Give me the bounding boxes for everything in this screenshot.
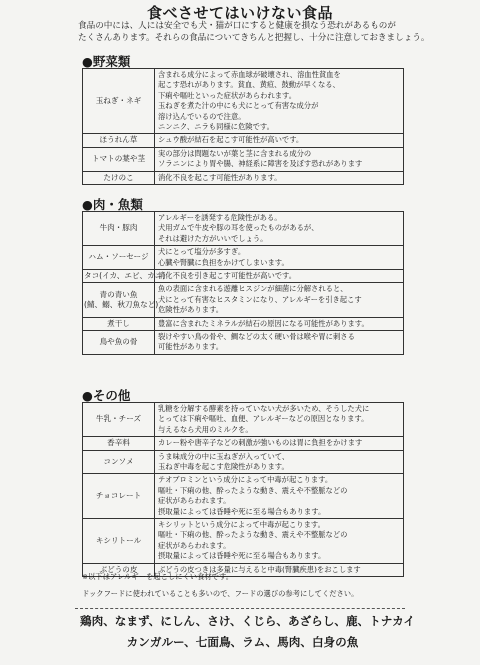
food-description-cell <box>155 283 404 317</box>
description-line: シュウ酸が結石を起こす可能性が高いです。 <box>158 135 304 145</box>
table-row <box>83 69 404 134</box>
food-name-cell <box>83 437 155 450</box>
table-row <box>83 246 404 270</box>
description-line: 乳糖を分解する酵素を持っていない犬が多いため、そうした犬に <box>158 404 370 413</box>
description-line: 消化不良を引き起こす可能性が高いです。 <box>158 271 297 281</box>
food-name: コンソメ <box>103 456 134 466</box>
description-line: 可能性があります。 <box>158 342 224 352</box>
description-line: うま味成分の中に玉ねぎが入っていて、 <box>158 451 290 461</box>
description-line: 摂取量によっては昏睡や死に至る場合もあります。 <box>158 506 326 516</box>
description-line: 嘔吐・下痢の他、酔ったような動き、震えや不整脈などの <box>158 530 348 540</box>
section-heading-meat-fish: ●肉・魚類 <box>82 197 143 212</box>
food-description-cell <box>155 134 404 147</box>
food-description-cell <box>155 437 404 450</box>
food-name-cell <box>83 283 159 317</box>
food-name: ハム・ソーセージ <box>88 252 149 262</box>
food-description-cell <box>155 69 404 134</box>
food-description-cell <box>155 317 404 330</box>
table-row <box>83 331 404 355</box>
food-description-cell <box>155 450 404 474</box>
food-name: ほうれん草 <box>99 135 138 145</box>
page-title: 食べさせてはいけない食品 <box>146 4 333 22</box>
description-line: 症状があらわれます。 <box>158 496 231 506</box>
intro-line: 食品の中には、人には安全でも犬・猫が口にすると健康を損なう恐れがあるものが <box>78 21 396 31</box>
food-name-cell <box>83 519 155 564</box>
description-line: 摂取量によっては昏睡や死に至る場合もあります。 <box>158 551 326 561</box>
food-name: 煮干し <box>107 318 130 328</box>
food-description-cell <box>155 519 404 564</box>
food-name-sub: (鯖、鰯、秋刀魚など) <box>84 300 159 310</box>
table-row <box>83 171 404 184</box>
description-line: 裂けやすい鳥の骨や、鯛などの太く硬い骨は喉や胃に刺さる <box>158 332 355 342</box>
description-line: 症状があらわれます。 <box>158 540 231 550</box>
description-line: 犬にとって有害なヒスタミンになり、アレルギーを引き起こす <box>158 294 362 304</box>
table-row <box>83 474 404 519</box>
food-description-cell <box>155 474 404 519</box>
food-name: 玉ねぎ・ネギ <box>95 96 142 106</box>
food-name: キシリトール <box>95 535 142 545</box>
allergy-note: ※以下はアレルギーを起こしにくい食材です。 <box>82 572 233 581</box>
table-row <box>83 519 404 564</box>
food-name: トマトの葉や茎 <box>91 154 146 164</box>
description-line: キシリットという成分によって中毒が起こります。 <box>158 520 325 530</box>
food-name-cell <box>83 212 155 246</box>
description-line: それは避けた方がいいでしょう。 <box>158 233 268 243</box>
food-name: 鳥や魚の骨 <box>99 337 138 347</box>
food-description-cell <box>155 212 404 246</box>
allergy-foods-line: カンガルー、七面鳥、ラム、馬肉、白身の魚 <box>126 635 359 649</box>
description-line: 玉ねぎを煮た汁の中にも犬にとって有害な成分が <box>158 101 319 111</box>
food-description-cell <box>155 171 404 184</box>
table-row <box>83 270 404 283</box>
food-description-cell <box>155 331 404 355</box>
description-line: 犬にとって塩分が多すぎ。 <box>158 247 246 257</box>
description-line: 溶け込んでいるので注意。 <box>158 111 246 121</box>
description-line: 下痢や嘔吐といった症状があらわれます。 <box>158 90 297 100</box>
food-name: たけのこ <box>103 172 134 182</box>
description-line: 起こす恐れがあります。貧血、黄疸、鼓動が早くなる、 <box>158 80 340 90</box>
description-line: 嘔吐・下痢の他、酔ったような動き、震えや不整脈などの <box>158 485 348 495</box>
dogfood-note: ドックフードに使われていることも多いので、フードの選びの参考にしてください。 <box>82 589 359 598</box>
food-name: 青の青い魚 <box>99 289 138 299</box>
food-name-cell <box>83 331 155 355</box>
description-line: 与えるなら犬用のミルクを。 <box>158 424 253 434</box>
table-row <box>83 134 404 147</box>
intro-text <box>78 20 430 44</box>
food-name-cell <box>83 171 155 184</box>
food-name-cell <box>83 246 155 270</box>
food-description-cell <box>155 147 404 171</box>
food-name-cell <box>83 403 155 437</box>
description-line: 危険性があります。 <box>158 305 224 315</box>
description-line: ソラニンにより胃や腸、神経系に障害を及ぼす恐れがあります <box>158 159 363 169</box>
description-line: とっては下痢や嘔吐、血便、アレルギーなどの原因となります。 <box>158 414 369 424</box>
allergy-foods-line: 鶏肉、なまず、にしん、さけ、くじら、あざらし、鹿、トナカイ <box>80 614 415 628</box>
table-row <box>83 212 404 246</box>
description-line: 心臓や腎臓に負担をかけてしまいます。 <box>158 257 289 267</box>
table-row <box>83 147 404 171</box>
food-name: 香辛料 <box>107 438 130 448</box>
description-line: 豊富に含まれたミネラルが結石の原因になる可能性があります。 <box>158 318 369 328</box>
intro-line: たくさんあります。それらの食品についてきちんと把握し、十分に注意しておきましょう。 <box>78 33 430 43</box>
food-name-cell <box>83 317 155 330</box>
food-name-cell <box>83 69 155 134</box>
description-line: 含まれる成分によって赤血球が破壊され、溶血性貧血を <box>158 70 341 79</box>
description-line: 犬用ガムで牛皮や豚の耳を使ったものがあるが、 <box>158 223 319 233</box>
food-description-cell <box>155 270 404 283</box>
description-line: 魚の表面に含まれる遊離ヒスジンが細菌に分解されると、 <box>158 284 348 294</box>
food-name: 牛乳・チーズ <box>95 414 142 424</box>
food-name: 牛肉・豚肉 <box>99 223 138 233</box>
description-line: ニンニク、ニラも同様に危険です。 <box>158 122 274 132</box>
description-line: アレルギーを誘発する危険性がある。 <box>158 213 282 222</box>
food-description-cell <box>155 246 404 270</box>
description-line: 玉ねぎ中毒を起こす危険性があります。 <box>158 462 289 472</box>
section-heading-vegetables: ●野菜類 <box>82 54 131 69</box>
table-row <box>83 403 404 437</box>
food-name: チョコレート <box>95 491 142 501</box>
table-row <box>83 283 404 317</box>
table-row <box>83 437 404 450</box>
table-row <box>83 317 404 330</box>
food-name-cell <box>83 270 166 283</box>
meat-fish-table <box>82 211 404 355</box>
food-name-cell <box>83 450 155 474</box>
vegetables-table <box>82 68 404 185</box>
food-name-cell <box>83 474 155 519</box>
food-name: タコ(イカ、エビ、カニ) <box>84 271 166 281</box>
description-line: テオブロミンという成分によって中毒が起こります。 <box>158 475 333 485</box>
other-table <box>82 402 404 577</box>
description-line: ぶどうの皮つきは多量に与えると中毒(腎臓疾患)をおこします <box>158 564 361 574</box>
table-row <box>83 450 404 474</box>
description-line: 実の部分は問題ないが葉と茎に含まれる成分の <box>158 148 312 158</box>
food-name-cell <box>83 134 155 147</box>
description-line: 消化不良を起こす可能性があります。 <box>158 172 282 182</box>
description-line: カレー粉や唐辛子などの刺激が強いものは胃に負担をかけます <box>158 438 363 448</box>
food-name-cell <box>83 147 155 171</box>
section-heading-other: ●その他 <box>82 388 131 403</box>
food-description-cell <box>155 403 404 437</box>
food-name: ぶどうの皮 <box>99 564 138 574</box>
